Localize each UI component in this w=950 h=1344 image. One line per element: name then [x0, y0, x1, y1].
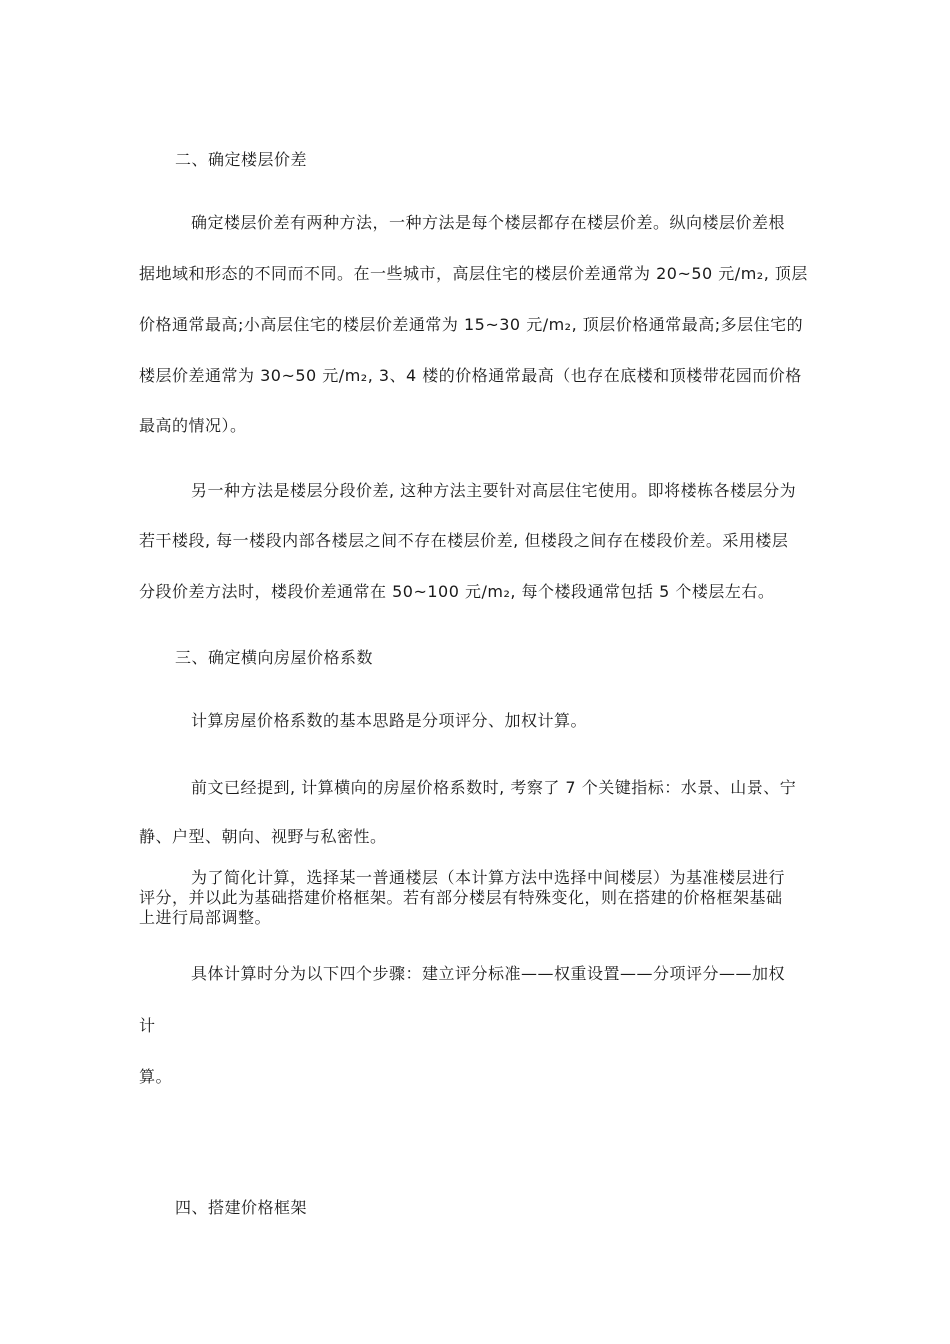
paragraph-line: 为了简化计算，选择某一普通楼层（本计算方法中选择中间楼层）为基准楼层进行 — [191, 868, 786, 887]
paragraph-line: 确定楼层价差有两种方法，一种方法是每个楼层都存在楼层价差。纵向楼层价差根 — [191, 213, 786, 232]
paragraph-line: 计算房屋价格系数的基本思路是分项评分、加权计算。 — [191, 711, 588, 730]
paragraph-line: 若干楼段, 每一楼段内部各楼层之间不存在楼层价差, 但楼段之间存在楼段价差。采用楼层 — [139, 531, 789, 550]
paragraph-line: 具体计算时分为以下四个步骤：建立评分标准——权重设置——分项评分——加权 — [191, 964, 786, 983]
section-3-heading: 三、确定横向房屋价格系数 — [175, 648, 374, 667]
paragraph-line: 分段价差方法时，楼段价差通常在 50~100 元/m₂, 每个楼段通常包括 5 个楼层左右。 — [139, 582, 775, 601]
paragraph-line: 上进行局部调整。 — [139, 908, 272, 927]
paragraph-line: 据地域和形态的不同而不同。在一些城市，高层住宅的楼层价差通常为 20~50 元/m₂, 顶层 — [139, 264, 808, 283]
paragraph-line: 楼层价差通常为 30~50 元/m₂, 3、4 楼的价格通常最高（也存在底楼和顶楼带花园而价格 — [139, 366, 802, 385]
paragraph-line: 最高的情况）。 — [139, 416, 247, 435]
paragraph-line: 价格通常最高;小高层住宅的楼层价差通常为 15~30 元/m₂, 顶层价格通常最高;多层住宅的 — [139, 315, 804, 334]
paragraph-line: 算。 — [139, 1067, 173, 1086]
paragraph-line: 静、户型、朝向、视野与私密性。 — [139, 827, 387, 846]
paragraph-line: 前文已经提到, 计算横向的房屋价格系数时, 考察了 7 个关键指标：水景、山景、宁 — [191, 778, 797, 797]
paragraph-line: 另一种方法是楼层分段价差, 这种方法主要针对高层住宅使用。即将楼栋各楼层分为 — [191, 481, 797, 500]
section-4-heading: 四、搭建价格框架 — [175, 1198, 308, 1217]
paragraph-line: 计 — [139, 1016, 156, 1035]
section-2-heading: 二、确定楼层价差 — [175, 150, 308, 169]
paragraph-line: 评分，并以此为基础搭建价格框架。若有部分楼层有特殊变化，则在搭建的价格框架基础 — [139, 888, 783, 907]
